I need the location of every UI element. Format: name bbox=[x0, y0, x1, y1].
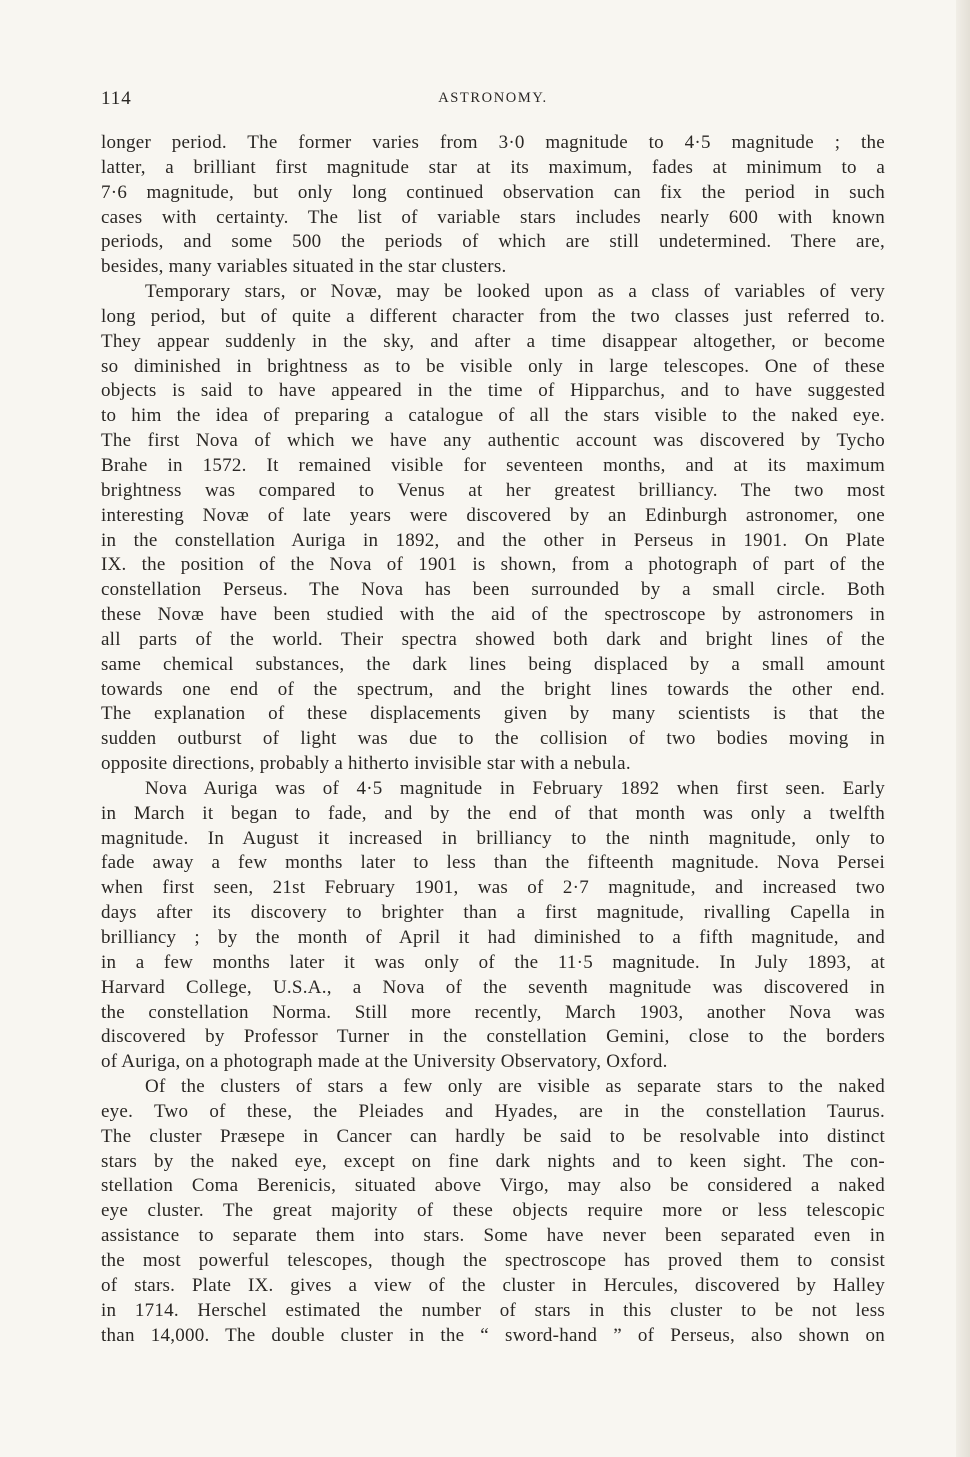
text-line: to him the idea of preparing a catalogue of all the stars visible to the naked eye. bbox=[101, 405, 885, 427]
text-line: longer period. The former varies from 3·0 magnitude to 4·5 magnitude ; the bbox=[101, 132, 885, 153]
text-line: of stars. Plate IX. gives a view of the cluster in Hercules, discovered by Halley bbox=[101, 1274, 885, 1296]
body-text bbox=[101, 131, 885, 1348]
text-line: Temporary stars, or Novæ, may be looked upon as a class of variables of very bbox=[145, 281, 885, 303]
text-line: discovered by Professor Turner in the constellation Gemini, close to the borders bbox=[101, 1026, 885, 1048]
text-line: towards one end of the spectrum, and the bright lines towards the other end. bbox=[101, 678, 885, 700]
text-line: in a few months later it was only of the 11·5 magnitude. In July 1893, at bbox=[101, 951, 885, 973]
text-line: days after its discovery to brighter than a first magnitude, rivalling Capella in bbox=[101, 902, 885, 924]
text-line: periods, and some 500 the periods of which are still undetermined. There are, bbox=[101, 231, 885, 253]
text-line: 7·6 magnitude, but only long continued observation can fix the period in such bbox=[101, 181, 885, 203]
text-line: latter, a brilliant first magnitude star at its maximum, fades at minimum to a bbox=[101, 156, 885, 178]
text-line: long period, but of quite a different character from the two classes just referred to. bbox=[101, 305, 885, 327]
text-line: Harvard College, U.S.A., a Nova of the seventh magnitude was discovered in bbox=[101, 976, 885, 998]
text-line: The explanation of these displacements given by many scientists is that the bbox=[101, 703, 885, 725]
running-title: ASTRONOMY. bbox=[438, 90, 548, 106]
text-line: in 1714. Herschel estimated the number of stars in this cluster to be not less bbox=[101, 1299, 885, 1321]
text-line: all parts of the world. Their spectra showed both dark and bright lines of the bbox=[101, 628, 885, 650]
text-line: eye. Two of these, the Pleiades and Hyades, are in the constellation Taurus. bbox=[101, 1100, 885, 1122]
text-line: the most powerful telescopes, though the spectroscope has proved them to consist bbox=[101, 1249, 885, 1271]
text-line: same chemical substances, the dark lines being displaced by a small amount bbox=[101, 653, 885, 675]
running-head bbox=[101, 88, 885, 112]
text-line: brightness was compared to Venus at her greatest brilliancy. The two most bbox=[101, 479, 885, 501]
text-line: the constellation Norma. Still more recently, March 1903, another Nova was bbox=[101, 1001, 885, 1023]
text-line: when first seen, 21st February 1901, was of 2·7 magnitude, and increased two bbox=[101, 877, 885, 899]
text-line: sudden outburst of light was due to the collision of two bodies moving in bbox=[101, 728, 885, 750]
text-line: constellation Perseus. The Nova has been surrounded by a small circle. Both bbox=[101, 579, 885, 601]
text-line: The cluster Præsepe in Cancer can hardly be said to be resolvable into distinct bbox=[101, 1125, 885, 1147]
page-edge-shadow bbox=[956, 0, 970, 1457]
text-line: Nova Auriga was of 4·5 magnitude in February 1892 when first seen. Early bbox=[145, 777, 885, 799]
text-line: Brahe in 1572. It remained visible for seventeen months, and at its maximum bbox=[101, 454, 885, 476]
text-line: so diminished in brightness as to be visible only in large telescopes. One of these bbox=[101, 355, 885, 377]
text-line: in the constellation Auriga in 1892, and the other in Perseus in 1901. On Plate bbox=[101, 529, 885, 551]
text-line: in March it began to fade, and by the end of that month was only a twelfth bbox=[101, 802, 885, 824]
text-line: stellation Coma Berenicis, situated above Virgo, may also be considered a naked bbox=[101, 1175, 885, 1197]
text-line: Of the clusters of stars a few only are visible as separate stars to the naked bbox=[145, 1076, 885, 1098]
text-line: besides, many variables situated in the star clusters. bbox=[101, 256, 507, 278]
text-line: cases with certainty. The list of variable stars includes nearly 600 with known bbox=[101, 206, 885, 228]
text-line: objects is said to have appeared in the time of Hipparchus, and to have suggested bbox=[101, 380, 885, 402]
text-line: eye cluster. The great majority of these objects require more or less telescopic bbox=[101, 1200, 885, 1222]
text-line: interesting Novæ of late years were discovered by an Edinburgh astronomer, one bbox=[101, 504, 885, 526]
text-line: brilliancy ; by the month of April it had diminished to a fifth magnitude, and bbox=[101, 927, 885, 948]
text-line: IX. the position of the Nova of 1901 is shown, from a photograph of part of the bbox=[101, 554, 885, 576]
text-line: of Auriga, on a photograph made at the University Observatory, Oxford. bbox=[101, 1051, 668, 1073]
text-line: They appear suddenly in the sky, and after a time disappear altogether, or become bbox=[101, 330, 885, 352]
page-number: 114 bbox=[101, 88, 132, 109]
text-line: assistance to separate them into stars. Some have never been separated even in bbox=[101, 1225, 885, 1247]
text-line: these Novæ have been studied with the aid of the spectroscope by astronomers in bbox=[101, 604, 885, 626]
text-line: than 14,000. The double cluster in the “ sword-hand ” of Perseus, also shown on bbox=[101, 1324, 885, 1346]
text-line: fade away a few months later to less than the fifteenth magnitude. Nova Persei bbox=[101, 852, 885, 874]
text-line: stars by the naked eye, except on fine dark nights and to keen sight. The con- bbox=[101, 1150, 885, 1172]
text-line: opposite directions, probably a hitherto invisible star with a nebula. bbox=[101, 753, 631, 775]
text-line: magnitude. In August it increased in brilliancy to the ninth magnitude, only to bbox=[101, 827, 885, 849]
text-line: The first Nova of which we have any authentic account was discovered by Tycho bbox=[101, 430, 885, 452]
